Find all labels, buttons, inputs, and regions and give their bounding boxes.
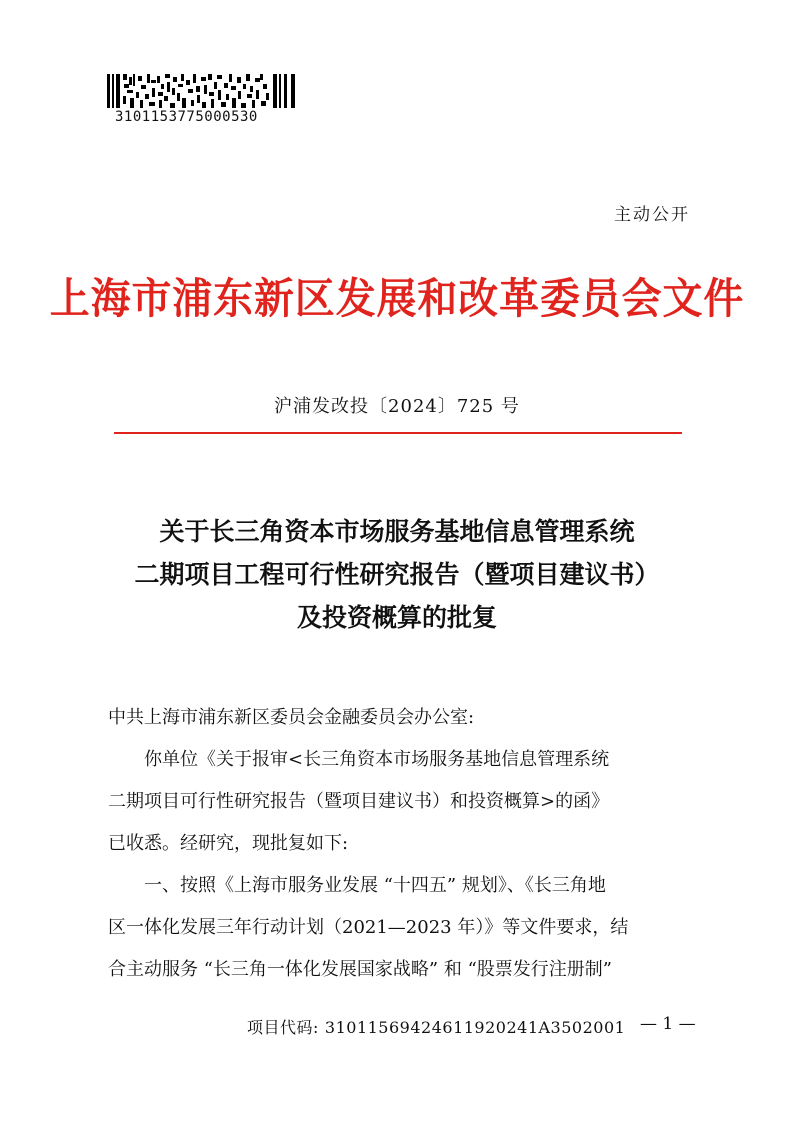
document-number: 沪浦发改投〔2024〕725 号: [274, 396, 520, 417]
page-number: — 1 —: [640, 1014, 696, 1034]
body-line: 二期项目可行性研究报告（暨项目建议书）和投资概算>的函》: [108, 791, 610, 812]
project-code: [247, 1015, 625, 1038]
barcode: [107, 74, 297, 108]
body-line: 合主动服务 “长三角一体化发展国家战略” 和 “股票发行注册制”: [108, 959, 612, 980]
body-line: 已收悉。经研究，现批复如下:: [108, 833, 349, 854]
barcode-number: 3101153775000530: [115, 109, 258, 125]
issuing-organization-title: 上海市浦东新区发展和改革委员会文件: [49, 274, 745, 323]
project-code-label: 项目代码:: [247, 1018, 319, 1037]
document-body: [108, 697, 698, 991]
red-divider-line: [114, 432, 682, 434]
document-subject: [0, 510, 794, 639]
subject-line: 二期项目工程可行性研究报告（暨项目建议书）: [134, 560, 660, 589]
subject-line: 关于长三角资本市场服务基地信息管理系统: [159, 517, 635, 546]
body-line: 你单位《关于报审<长三角资本市场服务基地信息管理系统: [144, 749, 610, 770]
disclosure-label: 主动公开: [614, 205, 690, 225]
subject-line: 及投资概算的批复: [296, 603, 497, 632]
body-line: 区一体化发展三年行动计划（2021—2023 年）》等文件要求，结: [108, 917, 629, 938]
project-code-value: 31011569424611920241A3502001: [324, 1018, 626, 1037]
addressee: 中共上海市浦东新区委员会金融委员会办公室:: [108, 707, 475, 728]
body-line: 一、按照《上海市服务业发展 “十四五” 规划》、《长三角地: [144, 875, 606, 896]
